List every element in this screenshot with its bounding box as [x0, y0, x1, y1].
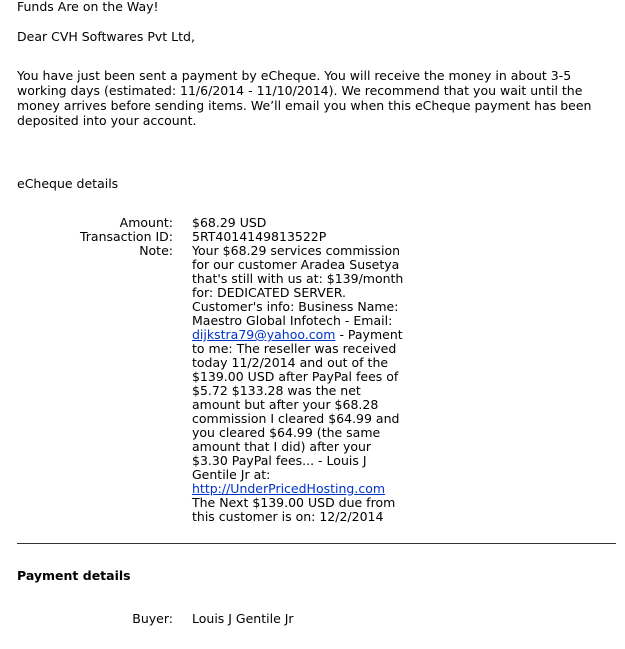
note-line: amount but after your $68.28	[192, 397, 379, 412]
note-line: commission I cleared $64.99 and	[192, 411, 400, 426]
website-link[interactable]: http://UnderPricedHosting.com	[192, 481, 386, 496]
intro-line: working days (estimated: 11/6/2014 - 11/10/2014). We recommend that you wait until the	[17, 83, 583, 98]
note-line: The Next $139.00 USD due from	[192, 495, 396, 510]
transaction-id-label: Transaction ID:	[79, 229, 173, 244]
note-line: to me: The reseller was received	[192, 341, 397, 356]
buyer-label: Buyer:	[132, 611, 173, 626]
section-divider	[17, 543, 616, 544]
note-line: $3.30 PayPal fees... - Louis J	[192, 453, 367, 468]
note-line: that's still with us at: $139/month	[192, 271, 404, 286]
email-link[interactable]: dijkstra79@yahoo.com	[192, 327, 336, 342]
payment-section-title: Payment details	[17, 568, 131, 583]
note-line: for our customer Aradea Susetya	[192, 257, 400, 272]
note-line-rest: - Payment	[335, 327, 403, 342]
note-line: you cleared $64.99 (the same	[192, 425, 381, 440]
note-label: Note:	[139, 243, 173, 258]
note-line: today 11/2/2014 and out of the	[192, 355, 389, 370]
intro-line: You have just been sent a payment by eCheque. You will receive the money in about 3-5	[17, 68, 572, 83]
note-line: Gentile Jr at:	[192, 467, 271, 482]
note-line: this customer is on: 12/2/2014	[192, 509, 384, 524]
note-line: Customer's info: Business Name:	[192, 299, 399, 314]
email-heading: Funds Are on the Way!	[17, 0, 159, 14]
note-text	[192, 244, 414, 524]
transaction-id-value: 5RT4014149813522P	[192, 229, 327, 244]
email-greeting: Dear CVH Softwares Pvt Ltd,	[17, 29, 195, 44]
amount-value: $68.29 USD	[192, 215, 267, 230]
note-line: for: DEDICATED SERVER.	[192, 285, 346, 300]
note-line	[192, 482, 414, 496]
buyer-value: Louis J Gentile Jr	[192, 611, 294, 626]
amount-label: Amount:	[119, 215, 173, 230]
note-line: $5.72 $133.28 was the net	[192, 383, 361, 398]
intro-line: money arrives before sending items. We’ll email you when this eCheque payment has been	[17, 98, 592, 113]
intro-line: deposited into your account.	[17, 113, 197, 128]
note-line: amount that I did) after your	[192, 439, 372, 454]
note-line	[192, 328, 414, 342]
note-line: Your $68.29 services commission	[192, 243, 401, 258]
intro-paragraph	[17, 68, 617, 128]
note-line: Maestro Global Infotech - Email:	[192, 313, 393, 328]
echeque-section-title: eCheque details	[17, 176, 119, 191]
note-line: $139.00 USD after PayPal fees of	[192, 369, 399, 384]
